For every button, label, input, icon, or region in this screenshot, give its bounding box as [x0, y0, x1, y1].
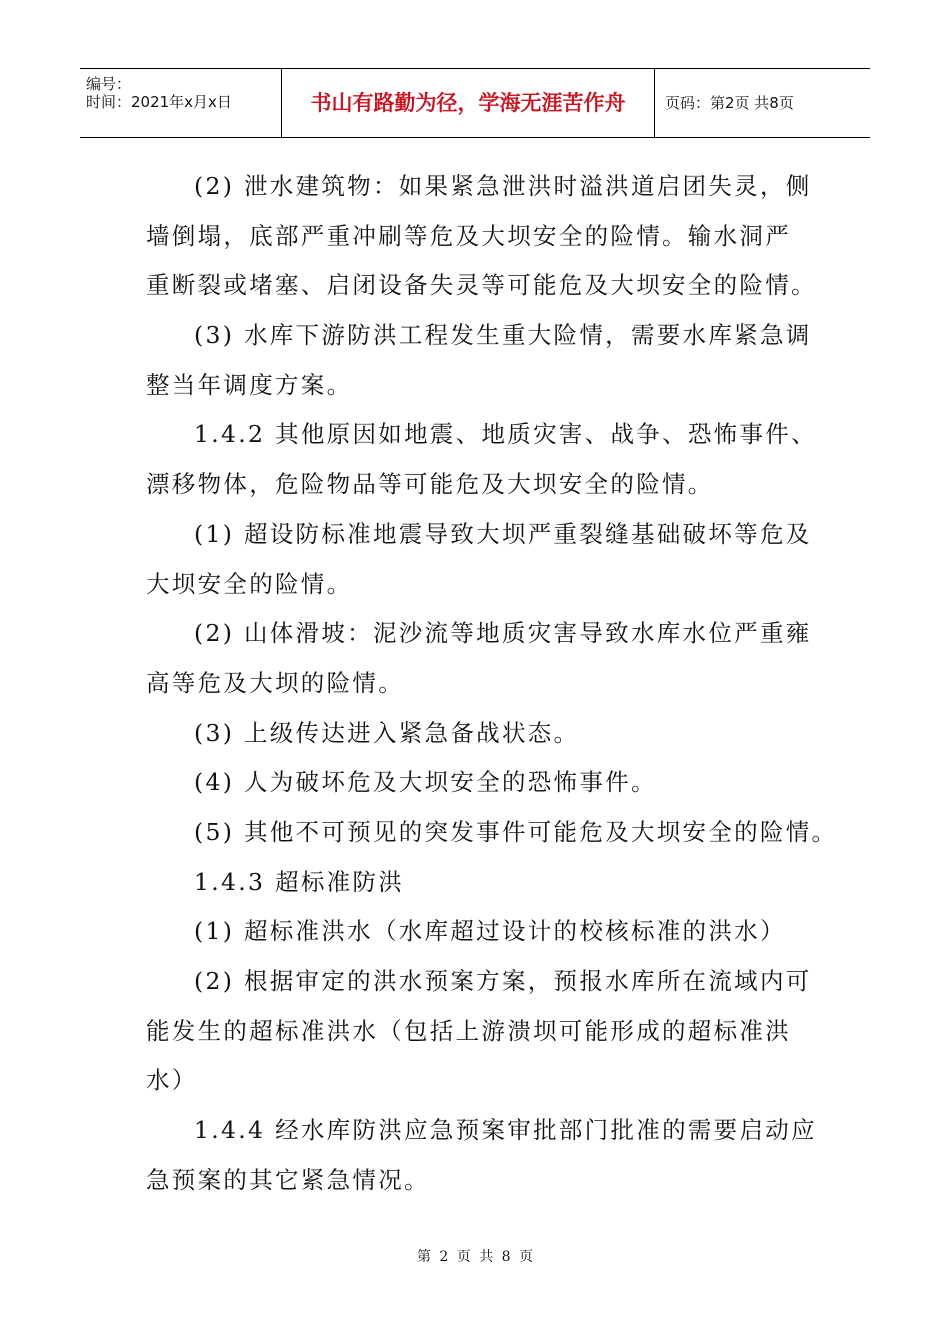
text-line: (5) 其他不可预见的突发事件可能危及大坝安全的险情。 [194, 817, 838, 846]
number-label: 编号： [86, 75, 132, 93]
text-line: (1) 超标准洪水（水库超过设计的校核标准的洪水） [194, 917, 786, 946]
section-heading: 1.4.4 经水库防洪应急预案审批部门批准的需要启动应 [194, 1116, 817, 1145]
page-footer: 第 2 页 共 8 页 [416, 1249, 534, 1265]
text-line: 墙倒塌，底部严重冲刷等危及大坝安全的险情。输水洞严 [146, 221, 791, 250]
page-header [80, 68, 870, 138]
section-heading: 1.4.3 超标准防洪 [194, 867, 405, 896]
text-line: 漂移物体，危险物品等可能危及大坝安全的险情。 [146, 470, 714, 499]
section-heading: 1.4.2 其他原因如地震、地质灾害、战争、恐怖事件、 [194, 420, 817, 449]
text-line: 水） [146, 1066, 198, 1095]
text-line: (3) 上级传达进入紧急备战状态。 [194, 718, 580, 747]
time-label: 时间：2021年x月x日 [86, 93, 232, 111]
text-line: 高等危及大坝的险情。 [146, 668, 404, 697]
text-line: (3) 水库下游防洪工程发生重大险情，需要水库紧急调 [194, 321, 812, 350]
text-line: (2) 根据审定的洪水预案方案，预报水库所在流域内可 [194, 967, 812, 995]
document-body [146, 160, 838, 1203]
text-line: 能发生的超标准洪水（包括上游溃坝可能形成的超标准洪 [146, 1016, 791, 1045]
text-line: (2) 山体滑坡：泥沙流等地质灾害导致水库水位严重雍 [194, 619, 812, 648]
header-motto: 书山有路勤为径，学海无涯苦作舟 [282, 69, 655, 137]
header-meta [80, 69, 282, 137]
text-line: 整当年调度方案。 [146, 370, 353, 399]
text-line: (4) 人为破坏危及大坝安全的恐怖事件。 [194, 768, 657, 797]
text-line: (1) 超设防标准地震导致大坝严重裂缝基础破坏等危及 [194, 519, 812, 548]
text-line: 急预案的其它紧急情况。 [146, 1165, 430, 1194]
text-line: 重断裂或堵塞、启闭设备失灵等可能危及大坝安全的险情。 [146, 271, 817, 300]
text-line: 大坝安全的险情。 [146, 569, 353, 598]
text-line: (2) 泄水建筑物：如果紧急泄洪时溢洪道启团失灵，侧 [194, 172, 812, 200]
header-page-info: 页码：第2页 共8页 [665, 94, 794, 112]
